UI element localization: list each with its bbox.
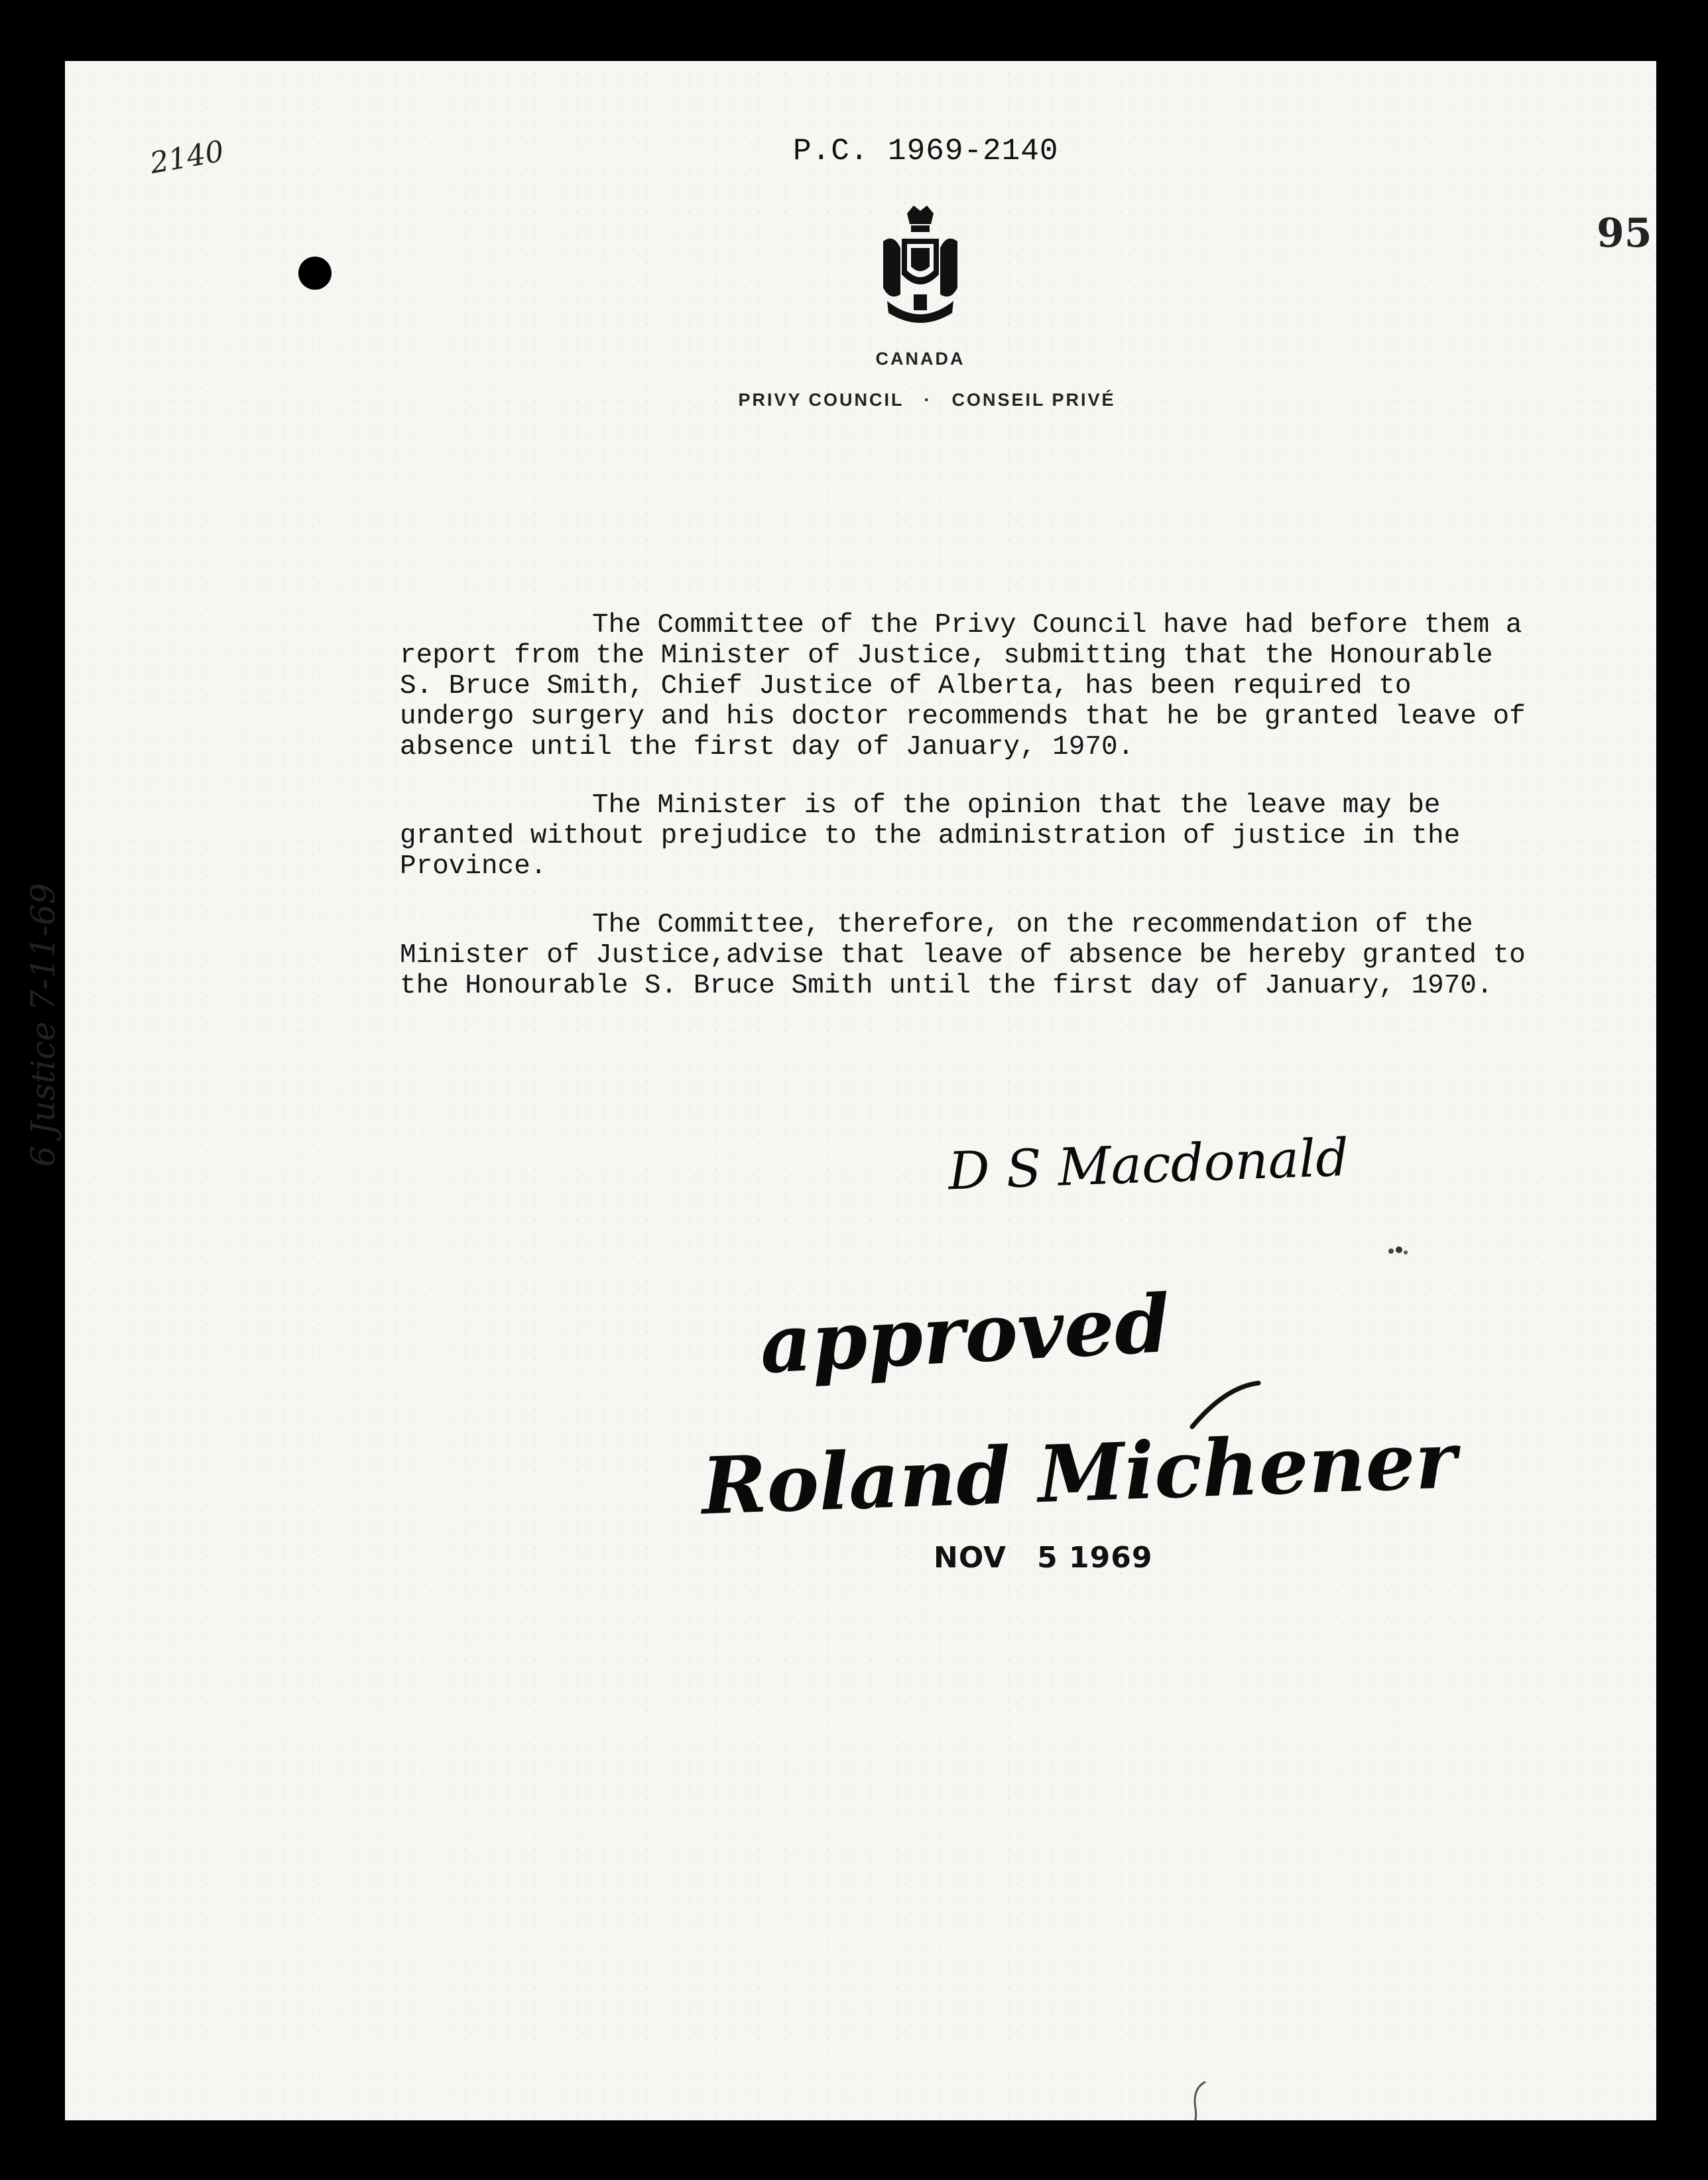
signature-michener: Roland Michener bbox=[700, 1414, 1458, 1532]
ink-smudge-icon bbox=[1378, 1241, 1418, 1261]
signature-macdonald: D S Macdonald bbox=[947, 1128, 1350, 1202]
country-heading: CANADA bbox=[875, 349, 965, 369]
paragraph-advice: The Committee, therefore, on the recommendation of the Minister of Justice,advise that leave of absence be hereby granted to the Honourable S. Bruce Smith until the first day of January, 1970. bbox=[400, 910, 1542, 1001]
page-number: 95 bbox=[1597, 210, 1652, 257]
coat-of-arms-icon bbox=[874, 202, 967, 334]
approved-handwriting: approved bbox=[757, 1276, 1173, 1392]
date-stamp bbox=[934, 1541, 1153, 1575]
handwritten-margin-note: 6 Justice 7-11-69 bbox=[24, 882, 62, 1167]
handwritten-file-number: 2140 bbox=[147, 134, 227, 181]
council-english: PRIVY COUNCIL bbox=[738, 390, 904, 410]
council-separator: · bbox=[924, 390, 932, 410]
council-french: CONSEIL PRIVÉ bbox=[951, 390, 1116, 410]
document-page bbox=[65, 61, 1656, 2120]
order-body bbox=[400, 610, 1542, 1029]
stamp-month: NOV bbox=[934, 1541, 1007, 1575]
pencil-scribble-icon bbox=[1166, 2075, 1219, 2120]
punch-hole bbox=[298, 257, 332, 290]
stamp-day-year: 5 1969 bbox=[1037, 1541, 1153, 1575]
paragraph-report: The Committee of the Privy Council have had before them a report from the Minister of Justice, submitting that the Honourable S. Bruce Smith, Chief Justice of Alberta, has been required to undergo surgery and his doctor recommends that he be granted leave of absence until the first day of January, 1970. bbox=[400, 610, 1542, 762]
paragraph-opinion: The Minister is of the opinion that the leave may be granted without prejudice to the administration of justice in the Province. bbox=[400, 790, 1477, 882]
order-number: P.C. 1969-2140 bbox=[793, 134, 1059, 168]
council-heading bbox=[662, 390, 1192, 410]
